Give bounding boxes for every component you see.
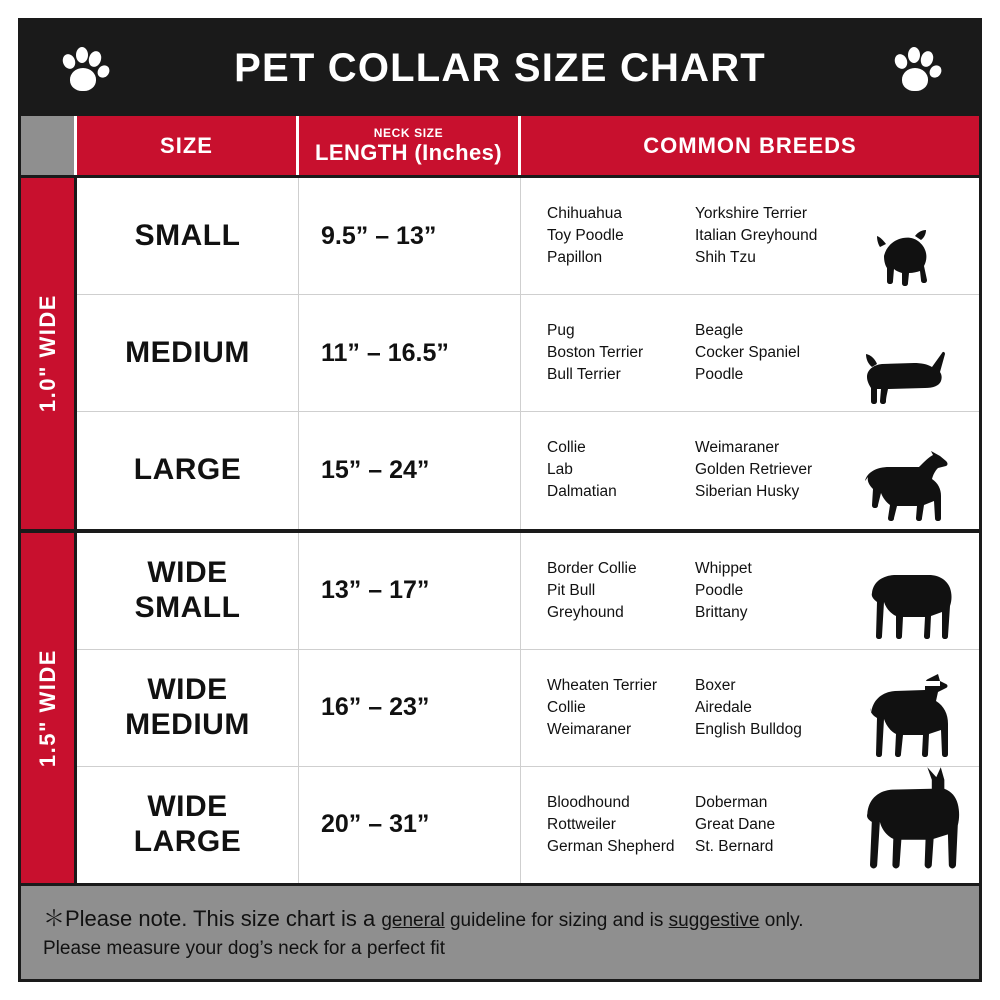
breeds-column-left [547,792,695,858]
breed-name: Airedale [695,698,752,716]
row-size: MEDIUM [77,295,299,411]
beagle-silhouette [853,293,973,409]
breeds-column-left [547,203,695,269]
paw-icon [55,40,113,98]
breed-name: Boxer [695,676,736,694]
column-header-length-sub: NECK SIZE [373,126,444,140]
breed-name: Pug [547,322,575,340]
breed-name: Chihuahua [547,205,622,223]
breed-name: Weimaraner [695,439,780,457]
breed-name: German Shepherd [547,837,675,855]
row-length: 20” – 31” [299,767,521,883]
breeds-column-right [695,203,845,269]
breed-name: Toy Poodle [547,227,624,245]
pitbull-silhouette [853,648,973,764]
breeds-column-left [547,320,695,386]
chart-body [21,178,979,883]
footer-emph-suggestive: suggestive [668,909,760,931]
column-header-row [21,116,979,178]
column-header-size: SIZE [77,116,299,175]
doberman-silhouette [853,765,973,881]
breed-name: Border Collie [547,559,637,577]
breeds-column-left [547,675,695,741]
breed-name: Pit Bull [547,581,596,599]
column-header-breeds: COMMON BREEDS [521,116,979,175]
breeds-column-left [547,437,695,503]
breed-name: St. Bernard [695,837,774,855]
pomeranian-silhouette [853,176,973,292]
row-size [77,650,299,766]
row-size: SMALL [77,178,299,294]
row-breeds [521,295,979,411]
footer-emph-general: general [381,909,445,931]
breeds-column-right [695,558,845,624]
breed-name: Great Dane [695,815,776,833]
column-header-length [299,116,521,175]
row-length: 13” – 17” [299,533,521,649]
footer-line-2: Please measure your dog’s neck for a perfect fit [43,937,446,959]
row-length: 11” – 16.5” [299,295,521,411]
row-breeds [521,767,979,883]
table-row [77,412,979,528]
breed-name: Collie [547,698,586,716]
breeds-column-right [695,320,845,386]
breed-name: Whippet [695,559,752,577]
footer-line-1 [43,903,957,935]
breed-name: Papillon [547,249,603,267]
footer-note-prefix: ＊Please note. This size chart is a [43,905,382,931]
breed-name: Poodle [695,581,744,599]
row-length: 15” – 24” [299,412,521,528]
breeds-column-right [695,437,845,503]
breed-name: Weimaraner [547,720,632,738]
breed-name: Greyhound [547,603,624,621]
paw-icon [887,40,945,98]
row-size-text: WIDE MEDIUM [125,673,250,741]
breed-name: Italian Greyhound [695,227,818,245]
breeds-column-right [695,675,845,741]
row-size: LARGE [77,412,299,528]
breeds-column-right [695,792,845,858]
row-size [77,533,299,649]
table-row [77,295,979,412]
column-header-spacer [21,116,77,175]
breed-name: Poodle [695,366,744,384]
table-row [77,767,979,883]
breed-name: Siberian Husky [695,483,800,501]
row-breeds [521,178,979,294]
breed-name: Collie [547,439,586,457]
breed-name: English Bulldog [695,720,802,738]
chart-frame [18,18,982,982]
group-1-0-wide [21,178,979,529]
table-row [77,178,979,295]
row-size-text: WIDE LARGE [133,790,242,858]
group-rows [77,178,979,529]
footer-note-mid: guideline for sizing and is [444,909,669,931]
breed-name: Bull Terrier [547,366,621,384]
table-row [77,650,979,767]
table-row [77,533,979,650]
row-breeds [521,533,979,649]
column-header-length-main: LENGTH (Inches) [315,140,502,165]
breed-name: Doberman [695,793,768,811]
group-rows [77,533,979,884]
row-size [77,767,299,883]
bulldog-silhouette [853,531,973,647]
breed-name: Wheaten Terrier [547,676,657,694]
breed-name: Dalmatian [547,483,617,501]
breed-name: Beagle [695,322,744,340]
shepherd-silhouette [853,410,973,526]
breed-name: Golden Retriever [695,461,813,479]
row-breeds [521,650,979,766]
breed-name: Yorkshire Terrier [695,205,807,223]
group-label-text: 1.5" WIDE [34,648,60,767]
breed-name: Boston Terrier [547,344,644,362]
group-label-text: 1.0" WIDE [34,294,60,413]
breed-name: Rottweiler [547,815,616,833]
breed-name: Cocker Spaniel [695,344,801,362]
breeds-column-left [547,558,695,624]
group-1-5-wide [21,529,979,884]
row-size-text: WIDE SMALL [134,556,241,624]
breed-name: Shih Tzu [695,249,756,267]
breed-name: Lab [547,461,573,479]
breed-name: Brittany [695,603,748,621]
group-label-1-0-wide [21,178,77,529]
row-length: 9.5” – 13” [299,178,521,294]
footer-note-suffix: only. [759,909,804,931]
chart-header [21,21,979,116]
row-breeds [521,412,979,528]
row-length: 16” – 23” [299,650,521,766]
breed-name: Bloodhound [547,793,630,811]
group-label-1-5-wide [21,533,77,884]
chart-footer-note [21,883,979,979]
page-title: PET COLLAR SIZE CHART [234,46,766,90]
